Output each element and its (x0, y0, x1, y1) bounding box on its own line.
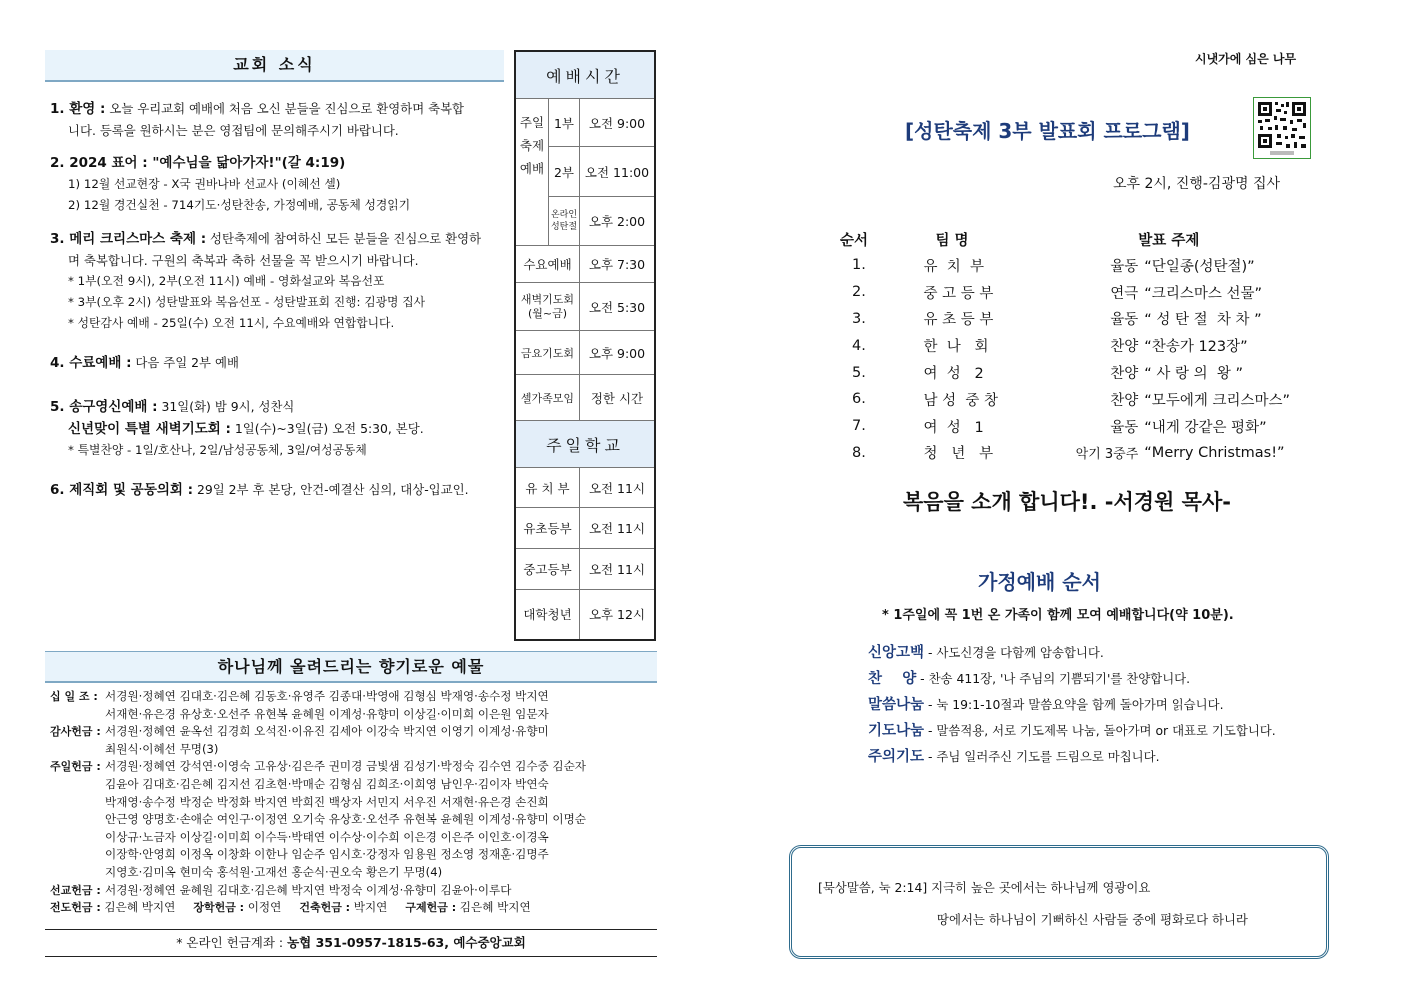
program-topic: “모두에게 크리스마스” (1144, 392, 1290, 409)
news-item-newyear (50, 396, 505, 461)
worship-schedule-table (514, 50, 656, 641)
program-kind: 율동 (1110, 312, 1139, 329)
program-row (840, 332, 1290, 359)
offering-line: 서경원·정혜연 윤혜원 김대호·김은혜 박지연 박정숙 이계성·유향미 김윤아·이루다 (105, 882, 512, 897)
account-prefix: * 온라인 헌금계좌 : (176, 935, 288, 950)
qr-code-icon (1253, 97, 1311, 159)
family-step-text: - 말씀적용, 서로 기도제목 나눔, 돌아가며 or 대표로 기도합니다. (924, 723, 1276, 738)
news-sub: 1) 12월 선교현장 - X국 권바나바 선교사 (이혜선 셀) (68, 177, 341, 191)
news-text: 다음 주일 2부 예배 (131, 355, 239, 370)
offering-line: 박재영·송수정 박정순 박정화 박지연 박희진 백상자 서민지 서우진 서재현·유은경 손진희 (105, 794, 549, 809)
offering-title: 하나님께 올려드리는 향기로운 예물 (45, 651, 657, 683)
program-row (840, 279, 1290, 306)
family-worship-list (868, 640, 1276, 770)
school-time: 오전 11시 (580, 468, 656, 508)
program-header-row (840, 226, 1290, 252)
offering-line: 이장학·안영희 이정옥 이창화 이한나 임순주 임시호·강정자 임용원 정소영 정재훈·김명주 (105, 847, 549, 862)
family-step-key: 찬 양 (868, 671, 917, 687)
offering-label: 주일헌금 : (50, 760, 101, 774)
sunday-label (515, 99, 549, 246)
header-team: 팀 명 (935, 232, 969, 249)
offering-line: 서경원·정혜연 김대호·김은혜 김동호·유영주 김종대·박영애 김형심 박재영·송수정 박지연 (105, 689, 549, 703)
offering-relief (405, 899, 530, 917)
sunday-label-2: 축제 (519, 138, 545, 153)
program-title: [성탄축제 3부 발표회 프로그램] (905, 119, 1190, 143)
news-item-council (50, 479, 505, 501)
offering-row-tithe (50, 688, 660, 723)
offering-line: 서경원·정혜연 윤옥선 김경희 오석진·이유진 김세아 이강숙 박지연 이영기 이계성·유향미 (105, 724, 549, 739)
offering-label: 건축헌금 : (299, 901, 351, 915)
offering-row-sunday (50, 758, 660, 881)
news-title: 교회 소식 (45, 50, 504, 82)
offering-label: 감사헌금 : (50, 725, 101, 739)
news-text: 오늘 우리교회 예배에 처음 오신 분들을 진심으로 환영하며 축복합 (105, 101, 465, 116)
news-item-completion (50, 352, 505, 374)
family-step (868, 744, 1276, 770)
verse-line-2: 땅에서는 하나님이 기뻐하신 사람들 중에 평화로다 하니라 (937, 912, 1248, 927)
meditation-verse-box (789, 845, 1329, 959)
offering-label: 십 일 조 : (50, 690, 98, 703)
news-text-2: 1일(수)~3일(금) 오전 5:30, 본당. (230, 421, 424, 436)
offering-names: 이정연 (247, 900, 282, 915)
news-head-2: 신년맞이 특별 새벽기도회 : (68, 421, 231, 437)
service-time: 정한 시간 (580, 375, 656, 421)
program-no: 6. (852, 391, 866, 408)
program-topic: “내게 강같은 평화” (1144, 419, 1267, 436)
news-text: 31일(화) 밤 9시, 성찬식 (157, 399, 295, 414)
program-kind: 율동 (1110, 419, 1139, 436)
program-time: 오후 2시, 진행-김광명 집사 (1113, 176, 1280, 192)
news-sub: * 성탄감사 예배 - 25일(수) 오전 11시, 수요예배와 연합합니다. (68, 316, 395, 330)
family-step-key: 신앙고백 (868, 645, 925, 661)
program-no: 2. (852, 284, 866, 301)
program-row (840, 306, 1290, 333)
program-team: 여 성 2 (923, 366, 984, 383)
school-time: 오전 11시 (580, 508, 656, 549)
program-topic: “ 사 랑 의 왕 ” (1144, 366, 1244, 383)
program-row (840, 359, 1290, 386)
news-item-christmas (50, 228, 505, 334)
program-row (840, 252, 1290, 279)
program-no: 8. (852, 444, 866, 461)
news-sub: * 3부(오후 2시) 성탄발표와 복음선포 - 성탄발표회 진행: 김광명 집사 (68, 295, 425, 309)
family-step (868, 640, 1276, 666)
program-row (840, 386, 1290, 413)
school-time: 오전 11시 (580, 549, 656, 590)
program-no: 7. (852, 418, 866, 435)
program-no: 4. (852, 337, 866, 354)
program-team: 남 성 중 창 (923, 392, 998, 409)
service-part: 온라인 성탄절 (549, 197, 580, 246)
program-no: 5. (852, 364, 866, 381)
news-text-cont: 니다. 등록을 원하시는 분은 영접팀에 문의해주시기 바랍니다. (68, 123, 399, 138)
program-topic: “ 성 탄 절 차 차 ” (1144, 312, 1262, 329)
news-sub: * 1부(오전 9시), 2부(오전 11시) 예배 - 영화설교와 복음선포 (68, 274, 385, 288)
offering-names: 김은혜 박지연 (459, 900, 531, 915)
service-time: 오후 9:00 (580, 331, 656, 375)
tagline: 시냇가에 심은 나무 (1195, 52, 1297, 66)
offering-label: 장학헌금 : (193, 901, 245, 915)
offering-line: 김윤아 김대호·김은혜 김지선 김초현·박매순 김형심 김희조·이희영 남인우·김이자 박연숙 (105, 776, 549, 791)
offering-names: 김은혜 박지연 (104, 900, 176, 915)
program-topic: “단일종(성탄절)” (1144, 258, 1255, 275)
offering-names (105, 723, 660, 758)
service-name: 셀가족모임 (515, 375, 580, 421)
program-kind: 연극 (1110, 285, 1139, 302)
news-head: 2. 2024 표어 : "예수님을 닮아가자!"(갈 4:19) (50, 155, 346, 171)
offering-scholarship (193, 899, 281, 917)
news-item-welcome (50, 98, 505, 141)
program-row (840, 440, 1290, 467)
service-time: 오후 7:30 (580, 246, 656, 283)
school-name: 유 치 부 (515, 468, 580, 508)
offering-names (105, 758, 660, 881)
school-name: 유초등부 (515, 508, 580, 549)
program-team: 유 치 부 (923, 258, 984, 275)
header-topic: 발표 주제 (1138, 232, 1200, 249)
schedule-title: 예배시간 (515, 51, 655, 99)
program-team: 중 고 등 부 (923, 285, 994, 302)
verse-line-1: [묵상말씀, 눅 2:14] 지극히 높은 곳에서는 하나님께 영광이요 (818, 880, 1151, 895)
family-step-key: 말씀나눔 (868, 697, 925, 713)
online-account (45, 929, 657, 957)
offering-names (105, 882, 660, 900)
offering-building (299, 899, 387, 917)
family-step (868, 692, 1276, 718)
program-kind: 악기 3중주 (1075, 447, 1139, 463)
offering-row-thanks (50, 723, 660, 758)
account-number: 농협 351-0957-1815-63, 예수중앙교회 (287, 935, 526, 950)
program-table (840, 226, 1290, 466)
family-step-key: 기도나눔 (868, 723, 925, 739)
program-team: 한 나 회 (923, 339, 989, 356)
family-step-key: 주의기도 (868, 749, 925, 765)
program-kind: 찬양 (1110, 392, 1139, 409)
offering-line: 지영호·김미옥 현미숙 홍석원·고재선 홍순식·권오숙 황은기 무명(4) (105, 864, 443, 879)
sunday-label-3: 예배 (519, 161, 545, 176)
news-sub: 2) 12월 경건실천 - 714기도·성탄찬송, 가정예배, 공동체 성경읽기 (68, 198, 411, 212)
program-topic: “Merry Christmas!” (1144, 444, 1285, 461)
sunday-label-1: 주일 (519, 115, 545, 130)
header-order: 순서 (840, 232, 869, 249)
program-team: 여 성 1 (923, 419, 984, 436)
offering-line: 이상규·노금자 이상길·이미희 이수득·박태연 이수상·이수희 이은경 이은주 이인호·이경옥 (105, 829, 549, 844)
service-part: 1부 (549, 99, 580, 147)
offering-line: 서경원·정혜연 강석연·이영숙 고유상·김은주 권미경 금빛샘 김성기·박정숙 김수연 김수중 김순자 (105, 759, 587, 774)
service-time: 오전 11:00 (580, 147, 656, 197)
offering-list (50, 688, 660, 917)
sunday-school-title: 주일학교 (515, 421, 655, 468)
service-time: 오전 9:00 (580, 99, 656, 147)
offering-line: 서재현·유은경 유상호·오선주 유현복 윤혜원 이계성·유향미 이상길·이미희 이은원 임문자 (105, 706, 549, 721)
program-kind: 율동 (1110, 258, 1139, 275)
program-no: 3. (852, 310, 866, 327)
service-name: 금요기도회 (515, 331, 580, 375)
gospel-heading: 복음을 소개 합니다!. -서경원 목사- (903, 490, 1231, 514)
offering-row-misc (50, 899, 660, 917)
news-head: 6. 제직회 및 공동의회 : (50, 482, 194, 498)
offering-evangelism (50, 899, 175, 917)
program-team: 청 년 부 (923, 446, 994, 463)
family-step (868, 666, 1276, 692)
program-no: 1. (852, 257, 866, 274)
news-item-motto (50, 153, 505, 216)
offering-names: 박지연 (353, 900, 388, 915)
service-name: 새벽기도회 (월~금) (515, 283, 580, 331)
family-worship-note: * 1주일에 꼭 1번 온 가족이 함께 모여 예배합니다(약 10분). (882, 608, 1234, 623)
program-row (840, 413, 1290, 440)
offering-names (105, 688, 660, 723)
offering-label: 구제헌금 : (405, 901, 457, 915)
offering-row-mission (50, 882, 660, 900)
news-head: 1. 환영 : (50, 101, 106, 117)
program-team: 유 초 등 부 (923, 312, 994, 329)
service-time: 오후 2:00 (580, 197, 656, 246)
family-step-text: - 주님 일러주신 기도를 드림으로 마칩니다. (924, 749, 1160, 764)
offering-label: 선교헌금 : (50, 883, 101, 897)
service-name: 수요예배 (515, 246, 580, 283)
news-list (50, 98, 505, 513)
news-text: 29일 2부 후 본당, 안건-예결산 심의, 대상-입교인. (193, 482, 469, 497)
service-time: 오전 5:30 (580, 283, 656, 331)
program-topic: “찬송가 123장” (1144, 339, 1248, 356)
news-text-cont: 며 축복합니다. 구원의 축복과 축하 선물을 꼭 받으시기 바랍니다. (68, 253, 419, 268)
program-topic: “크리스마스 선물” (1144, 285, 1262, 302)
news-head: 5. 송구영신예배 : (50, 399, 158, 415)
news-head: 3. 메리 크리스마스 축제 : (50, 231, 207, 247)
news-sub: * 특별찬양 - 1일/호산나, 2일/남성공동체, 3일/여성공동체 (68, 443, 367, 457)
news-text: 성탄축제에 참여하신 모든 분들을 진심으로 환영하 (206, 231, 482, 246)
offering-line: 최원식·이혜선 무명(3) (105, 741, 219, 756)
family-step-text: - 눅 19:1-10절과 말씀요약을 함께 돌아가며 읽습니다. (924, 697, 1224, 712)
service-part: 2부 (549, 147, 580, 197)
offering-label: 전도헌금 : (50, 901, 101, 915)
family-step (868, 718, 1276, 744)
family-step-text: - 찬송 411장, '나 주님의 기쁨되기'를 찬양합니다. (916, 671, 1191, 686)
family-step-text: - 사도신경을 다함께 암송합니다. (924, 645, 1104, 660)
program-kind: 찬양 (1110, 339, 1139, 356)
news-head: 4. 수료예배 : (50, 355, 132, 371)
program-kind: 찬양 (1110, 366, 1139, 383)
school-time: 오후 12시 (580, 590, 656, 640)
offering-line: 안근영 양명호·손애순 여인구·이정연 오기숙 유상호·오선주 유현복 윤혜원 이계성·유향미 이명순 (105, 812, 587, 827)
school-name: 대학청년 (515, 590, 580, 640)
family-worship-title: 가정예배 순서 (978, 570, 1101, 594)
school-name: 중고등부 (515, 549, 580, 590)
